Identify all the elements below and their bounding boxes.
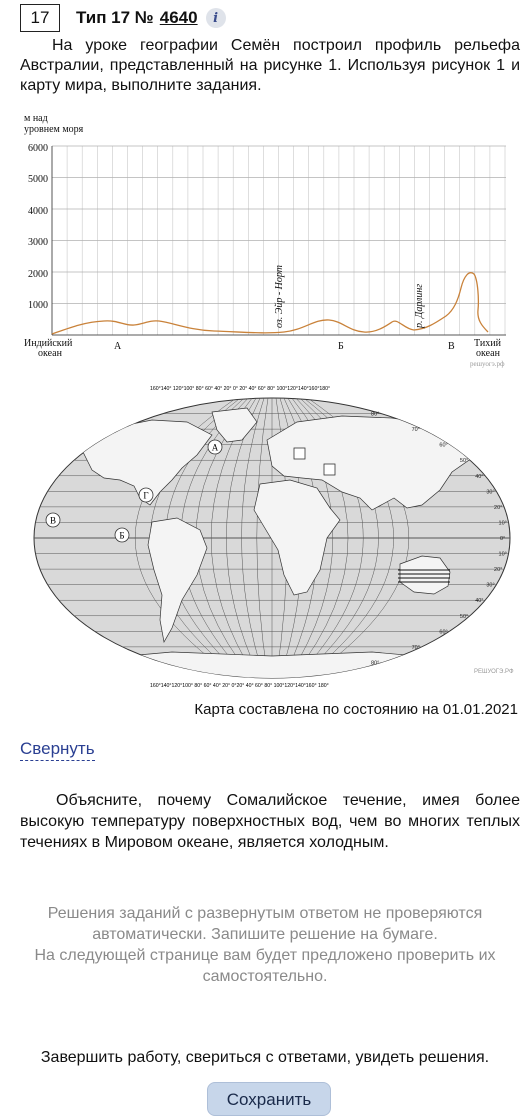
notice-line-1: Решения заданий с развернутым ответом не проверяются автоматически. Запишите решение на бумаге. xyxy=(47,905,483,943)
task-header xyxy=(20,3,226,33)
task-number: 17 xyxy=(20,4,60,32)
ytick-4000: 4000 xyxy=(28,206,48,217)
point-v-label: В xyxy=(448,341,455,352)
map-square-2 xyxy=(324,464,335,475)
relief-profile-figure xyxy=(14,110,518,372)
ytick-2000: 2000 xyxy=(28,269,48,280)
task-intro-text: На уроке географии Семён построил профиль рельефа Австралии, представленный на рисунке 1. Используя рисунок 1 и карту мира, выполните задания. xyxy=(20,37,520,94)
map-bottom-scale: 160°140°120°100° 80° 60° 40° 20° 0°20° 40° 60° 80° 100°120°140°160° 180° xyxy=(150,683,329,689)
lat-label: 80° xyxy=(371,411,380,418)
save-button[interactable]: Сохранить xyxy=(207,1082,331,1116)
profile-watermark: решуогэ.рф xyxy=(470,360,505,368)
lat-label: 70° xyxy=(411,427,420,434)
marker-b xyxy=(115,528,129,542)
question-text: Объясните, почему Сомалийское течение, имея более высокую температуру поверхностных вод, чем во многих теплых течениях в Мировом океане, является холодным. xyxy=(20,792,520,851)
lat-label: 30° xyxy=(486,582,495,589)
marker-a-label: А xyxy=(211,442,219,453)
map-caption: Карта составлена по состоянию на 01.01.2021 xyxy=(194,701,518,718)
right-ocean-label-1: Тихий xyxy=(474,338,501,349)
lat-label: 60° xyxy=(439,442,448,449)
left-ocean-label-1: Индийский xyxy=(24,338,73,349)
lat-label: 50° xyxy=(459,458,469,465)
lat-label: 40° xyxy=(475,598,484,605)
ytick-1000: 1000 xyxy=(28,300,48,311)
marker-b-label: Б xyxy=(119,530,125,541)
ytick-3000: 3000 xyxy=(28,237,48,248)
lat-label: 80° xyxy=(371,660,380,667)
marker-a xyxy=(208,440,222,454)
darling-river-label: р. Дарлинг xyxy=(414,283,425,328)
right-ocean-label-2: океан xyxy=(476,348,500,359)
task-id-link[interactable]: 4640 xyxy=(159,8,198,27)
map-top-scale: 160°140° 120°100° 80° 60° 40° 20° 0° 20° 40° 60° 80° 100°120°140°160°180° xyxy=(150,386,331,392)
point-b-label: Б xyxy=(338,341,344,352)
marker-g xyxy=(139,488,153,502)
ytick-6000: 6000 xyxy=(28,143,48,154)
antarctica-shape xyxy=(82,652,462,680)
profile-ylabel-line2: уровнем моря xyxy=(24,124,84,135)
lat-label: 70° xyxy=(411,644,420,651)
lat-label: 10° xyxy=(498,551,507,558)
lake-eyre-label: оз. Эйр - Норт xyxy=(274,265,285,328)
lat-label: 60° xyxy=(439,629,448,636)
marker-g-label: Г xyxy=(143,490,149,501)
lat-label: 20° xyxy=(494,504,503,511)
map-watermark: РЕШУОГЭ.РФ xyxy=(474,669,514,675)
world-map-figure xyxy=(22,380,522,692)
profile-ylabel-line1: м над xyxy=(24,113,48,124)
ytick-5000: 5000 xyxy=(28,174,48,185)
marker-v-label: В xyxy=(49,515,57,526)
lat-label: 10° xyxy=(498,520,507,527)
lat-label: 0° xyxy=(500,536,506,542)
marker-v xyxy=(46,513,60,527)
map-square-1 xyxy=(294,448,305,459)
info-icon[interactable]: i xyxy=(206,8,226,28)
lat-label: 40° xyxy=(475,473,484,480)
profile-ytick-labels xyxy=(28,143,48,311)
finish-work-link[interactable]: Завершить работу, свериться с ответами, увидеть решения. xyxy=(40,1049,490,1066)
lat-label: 50° xyxy=(459,613,469,620)
notice-line-2: На следующей странице вам будет предложено проверить их самостоятельно. xyxy=(34,947,496,985)
point-a-label: А xyxy=(114,341,122,352)
auto-check-notice xyxy=(20,903,510,987)
task-type-label: Тип 17 № xyxy=(76,8,154,27)
collapse-link[interactable]: Свернуть xyxy=(20,738,95,761)
left-ocean-label-2: океан xyxy=(38,348,62,359)
lat-label: 20° xyxy=(494,567,503,574)
lat-label: 30° xyxy=(486,489,495,496)
